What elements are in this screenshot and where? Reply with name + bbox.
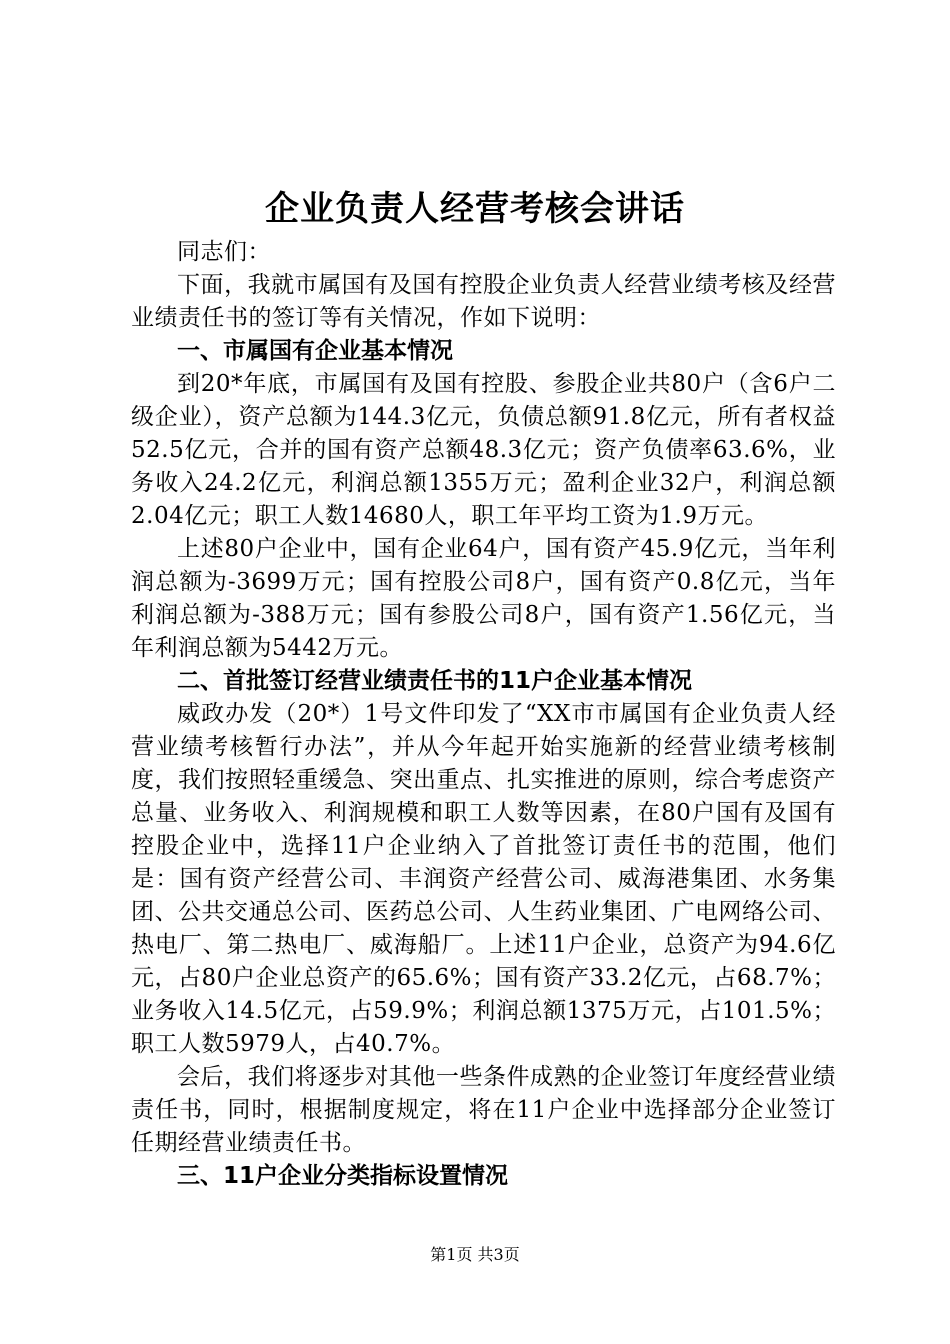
section1-paragraph-2: 上述80户企业中，国有企业64户，国有资产45.9亿元，当年利润总额为-3699万元；国有控股公司8户，国有资产0.8亿元，当年利润总额为-388万元；国有参股公司8户，国有资产1.56亿元，当年利润总额为5442万元。 [131, 536, 836, 661]
intro-paragraph: 下面，我就市属国有及国有控股企业负责人经营业绩考核及经营业绩责任书的签订等有关情况，作如下说明： [131, 272, 836, 331]
section-heading-3: 三、11户企业分类指标设置情况 [177, 1163, 509, 1189]
section2-paragraph-1: 威政办发（20*）1号文件印发了“XX市市属国有企业负责人经营业绩考核暂行办法”，并从今年起开始实施新的经营业绩考核制度，我们按照轻重缓急、突出重点、扎实推进的原则，综合考虑资产总量、业务收入、利润规模和职工人数等因素，在80户国有及国有控股企业中，选择11户企业纳入了首批签订责任书的范围，他们是：国有资产经营公司、丰润资产经营公司、威海港集团、水务集团、公共交通总公司、医药总公司、人生药业集团、广电网络公司、热电厂、第二热电厂、威海船厂。上述11户企业，总资产为94.6亿元，占80户企业总资产的65.6%；国有资产33.2亿元，占68.7%；业务收入14.5亿元，占59.9%；利润总额1375万元，占101.5%；职工人数5979人，占40.7%。 [131, 701, 836, 1057]
greeting: 同志们： [177, 239, 271, 265]
document-body [131, 236, 836, 1193]
page-number: 第1页 共3页 [430, 1245, 520, 1264]
section2-paragraph-2: 会后，我们将逐步对其他一些条件成熟的企业签订年度经营业绩责任书，同时，根据制度规定，将在11户企业中选择部分企业签订任期经营业绩责任书。 [131, 1064, 836, 1156]
document-title: 企业负责人经营考核会讲话 [265, 189, 685, 229]
section-heading-2: 二、首批签订经营业绩责任书的11户企业基本情况 [177, 668, 693, 694]
section1-paragraph-1: 到20*年底，市属国有及国有控股、参股企业共80户（含6户二级企业），资产总额为144.3亿元，负债总额91.8亿元，所有者权益52.5亿元，合并的国有资产总额48.3亿元；资产负债率63.6%，业务收入24.2亿元，利润总额1355万元；盈利企业32户，利润总额2.04亿元；职工人数14680人，职工年平均工资为1.9万元。 [131, 371, 836, 529]
section-heading-1: 一、市属国有企业基本情况 [177, 338, 453, 364]
